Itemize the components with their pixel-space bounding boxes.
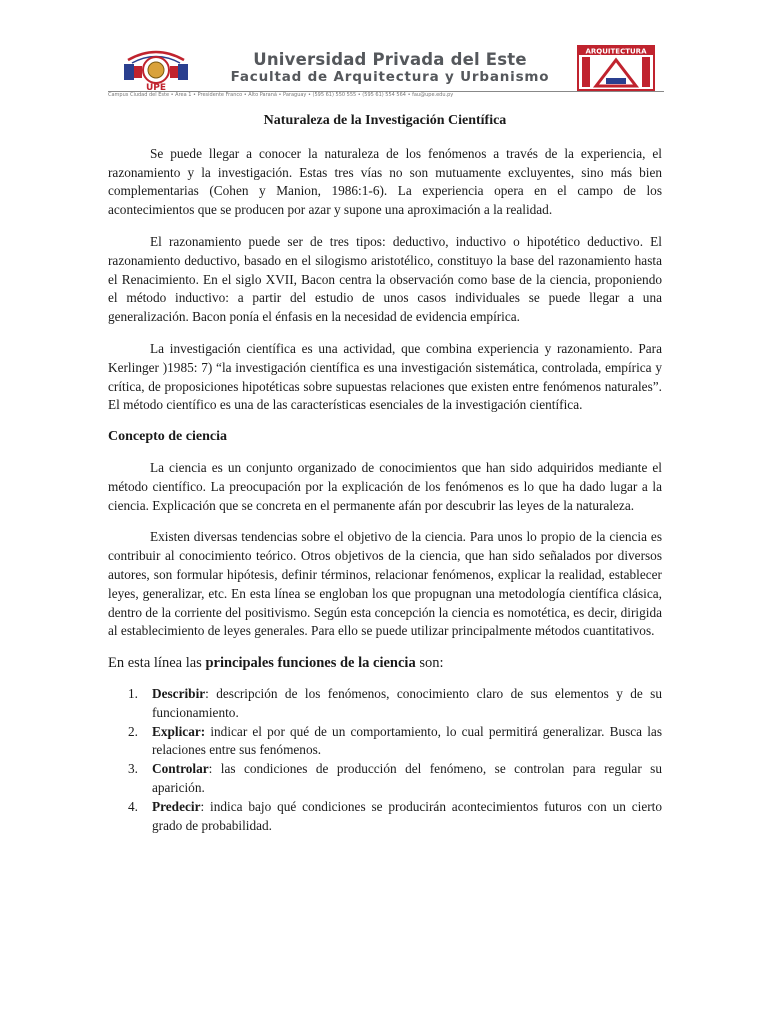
university-seal-icon — [120, 46, 192, 92]
document-title: Naturaleza de la Investigación Científica — [263, 113, 507, 128]
functions-list — [108, 685, 662, 835]
svg-text:UPE: UPE — [145, 83, 167, 92]
paragraph: El razonamiento puede ser de tres tipos: deductivo, inductivo o hipotético deductivo. El razonamiento deductivo, basado en el silogismo aristotélico, constituyo la base del razonamiento hasta el Renacimiento. En el siglo XVII, Bacon centra la observación como base de la ciencia, proponiendo el método inductivo: a partir del estudio de unos casos individuales se puede llegar a una generalización. Bacon ponía el énfasis en la necesidad de evidencia empírica. — [108, 233, 662, 325]
functions-intro: En esta línea las principales funciones de la ciencia son: — [108, 655, 444, 672]
faculty-logo-icon — [576, 44, 656, 92]
paragraph: La investigación científica es una actividad, que combina experiencia y razonamiento. Para Kerlinger )1985: 7) “la investigación científica es una investigación sistemática, controlada, empírica y crítica, de proposiciones hipotéticas sobre supuestas relaciones que existen entre fenómenos naturales”. El método científico es una de las características esenciales de la investigación científica. — [108, 340, 662, 413]
functions-intro-emphasis: principales funciones de la ciencia — [205, 655, 416, 672]
list-item: 3. Controlar: las condiciones de producción del fenómeno, se controlan para regular su aparición. — [128, 761, 662, 795]
function-term: Predecir — [152, 798, 201, 814]
university-name: Universidad Privada del Este — [253, 50, 527, 69]
function-term: Controlar — [152, 761, 209, 777]
paragraph: Existen diversas tendencias sobre el objetivo de la ciencia. Para unos lo propio de la ciencia es contribuir al conocimiento teórico. Otros objetivos de la ciencia, que han sido señalados por diversos autores, son formular hipótesis, definir términos, relacionar fenómenos, explicar la realidad, establecer leyes, generalizar, etc. En esta línea se engloban los que propugnan una metodología científica clásica, dentro de la corriente del positivismo. Según esta concepción la ciencia es nomotética, es decir, dirigida al establecimiento de leyes generales. Para ello se puede utilizar principalmente métodos cuantitativos. — [108, 529, 662, 639]
svg-text:ARQUITECTURA: ARQUITECTURA — [585, 47, 647, 56]
faculty-name: Facultad de Arquitectura y Urbanismo — [230, 69, 550, 85]
letterhead — [108, 40, 664, 96]
list-item: 1. Describir: descripción de los fenómenos, conocimiento claro de sus elementos y de su funcionamiento. — [128, 685, 662, 720]
paragraph: Se puede llegar a conocer la naturaleza de los fenómenos a través de la experiencia, el razonamiento y la investigación. Estas tres vías no son mutuamente excluyentes, sino más bien complementarias (Cohen y Manion, 1986:1-6). La experiencia opera en el campo de los acontecimientos que se producen por azar y supone una aproximación a la realidad. — [108, 145, 662, 218]
document-body — [108, 112, 662, 835]
list-item: 4. Predecir: indica bajo qué condiciones se producirán acontecimientos futuros con un cierto grado de probabilidad. — [128, 798, 662, 833]
list-item: 2. Explicar: indicar el por qué de un comportamiento, lo cual permitirá generalizar. Busca las relaciones entre sus fenómenos. — [128, 723, 662, 758]
header-address: Campus Ciudad del Este • Área 1 • Presidente Franco • Alto Paraná • Paraguay • (595 61) 550 555 • (595 61) 554 564 • fau@upe.edu.py — [108, 92, 454, 98]
paragraph: La ciencia es un conjunto organizado de conocimientos que han sido adquiridos mediante el método científico. La preocupación por la explicación de los fenómenos es lo que ha dado lugar a la ciencia. Explicación que se concreta en el permanente afán por descubrir las leyes de la naturaleza. — [108, 459, 662, 513]
function-term: Describir — [152, 685, 206, 701]
section-heading: Concepto de ciencia — [108, 429, 227, 445]
function-term: Explicar: — [152, 723, 206, 739]
